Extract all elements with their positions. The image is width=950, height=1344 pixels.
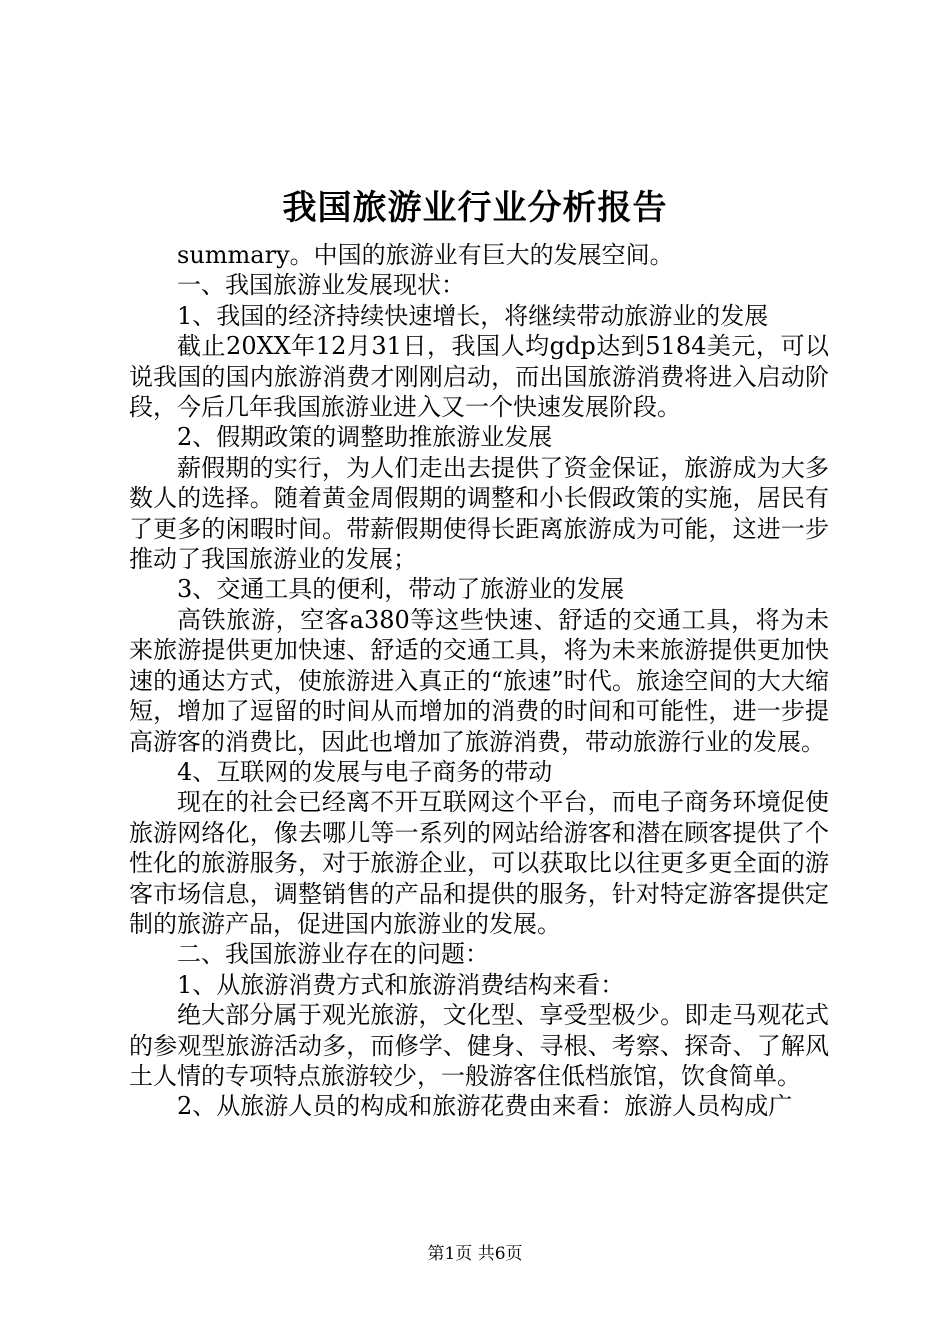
subheading-holiday-policy: 2、假期政策的调整助推旅游业发展 bbox=[177, 423, 553, 452]
subheading-consumption: 1、从旅游消费方式和旅游消费结构来看： bbox=[177, 970, 625, 999]
document-body bbox=[129, 240, 829, 1122]
subheading-tourist-composition: 2、从旅游人员的构成和旅游花费由来看：旅游人员构成广 bbox=[177, 1092, 793, 1121]
section-heading-problems: 二、我国旅游业存在的问题： bbox=[177, 940, 489, 969]
subheading-internet: 4、互联网的发展与电子商务的带动 bbox=[177, 757, 553, 786]
paragraph-consumption: 绝大部分属于观光旅游，文化型、享受型极少。即走马观花式的参观型旅游活动多，而修学、健身、寻根、考察、探奇、了解风土人情的专项特点旅游较少，一般游客住低档旅馆，饮食简单。 bbox=[129, 1001, 829, 1090]
section-heading-status: 一、我国旅游业发展现状： bbox=[177, 271, 465, 300]
subheading-transport: 3、交通工具的便利，带动了旅游业的发展 bbox=[177, 575, 625, 604]
document-title: 我国旅游业行业分析报告 bbox=[282, 188, 668, 228]
page-number-footer: 第1页 共6页 bbox=[427, 1244, 523, 1264]
paragraph-economy: 截止20XX年12月31日，我国人均gdp达到5184美元，可以说我国的国内旅游消费才刚刚启动，而出国旅游消费将进入启动阶段，今后几年我国旅游业进入又一个快速发展阶段。 bbox=[129, 332, 829, 422]
paragraph-summary: summary。中国的旅游业有巨大的发展空间。 bbox=[177, 241, 674, 269]
paragraph-internet: 现在的社会已经离不开互联网这个平台，而电子商务环境促使旅游网络化，像去哪儿等一系列的网站给游客和潜在顾客提供了个性化的旅游服务，对于旅游企业，可以获取比以往更多更全面的游客市场信息，调整销售的产品和提供的服务，针对特定游客提供定制的旅游产品，促进国内旅游业的发展。 bbox=[129, 788, 829, 938]
paragraph-holiday-policy: 薪假期的实行，为人们走出去提供了资金保证，旅游成为大多数人的选择。随着黄金周假期的调整和小长假政策的实施，居民有了更多的闲暇时间。带薪假期使得长距离旅游成为可能，这进一步推动了我国旅游业的发展； bbox=[129, 453, 829, 574]
subheading-economy: 1、我国的经济持续快速增长，将继续带动旅游业的发展 bbox=[177, 301, 769, 330]
paragraph-transport: 高铁旅游，空客a380等这些快速、舒适的交通工具，将为未来旅游提供更加快速、舒适的交通工具，将为未来旅游提供更加快速的通达方式，使旅游进入真正的“旅速”时代。旅途空间的大大缩短，增加了逗留的时间从而增加的消费的时间和可能性，进一步提高游客的消费比，因此也增加了旅游消费，带动旅游行业的发展。 bbox=[129, 605, 829, 756]
